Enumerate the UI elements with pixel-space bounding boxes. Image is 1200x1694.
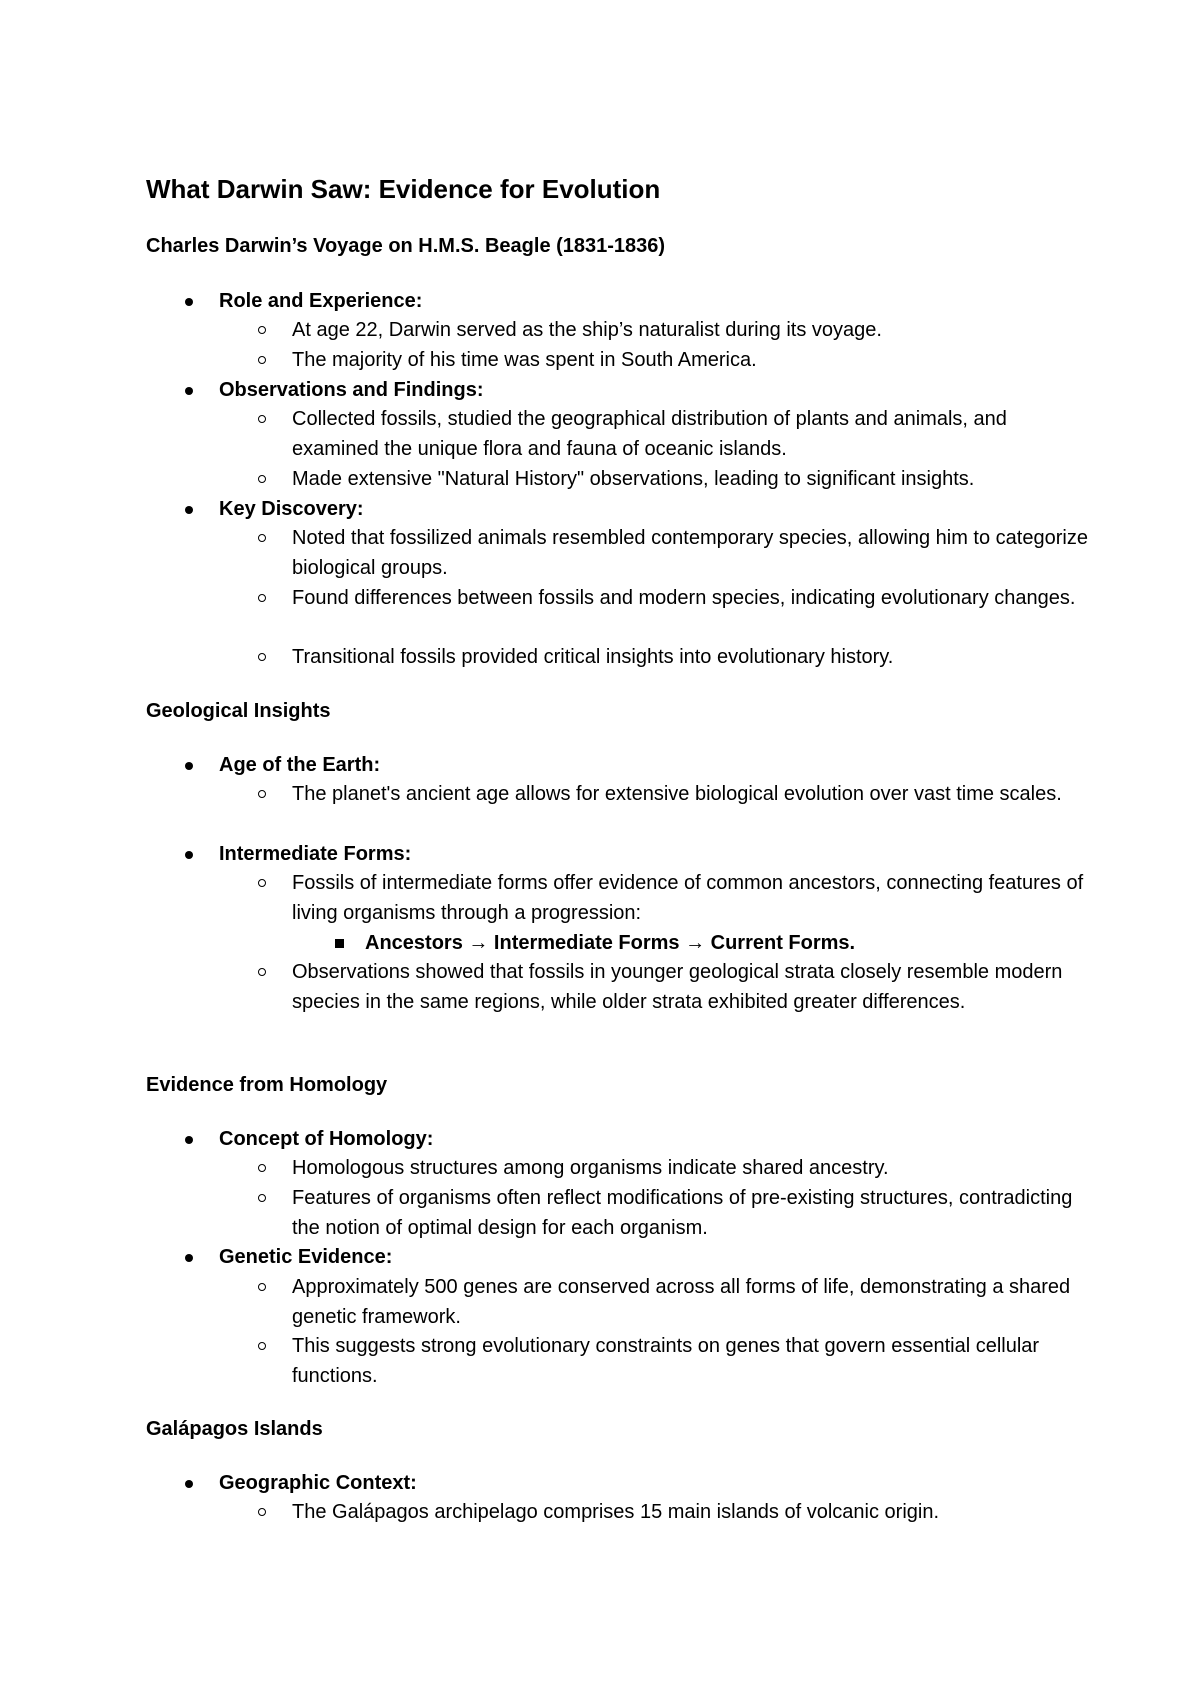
- list-item-heading: Key Discovery:: [219, 495, 364, 523]
- document-title: What Darwin Saw: Evidence for Evolution: [146, 174, 661, 204]
- list-item: The planet's ancient age allows for extensive biological evolution over vast time scales.: [292, 780, 1092, 810]
- list-item: Observations showed that fossils in younger geological strata closely resemble modern species in the same regions, while older strata exhibited greater differences.: [292, 958, 1092, 1017]
- list-item-heading: Age of the Earth:: [219, 751, 380, 779]
- list-item: Found differences between fossils and modern species, indicating evolutionary changes.: [292, 584, 1092, 614]
- section-heading: Galápagos Islands: [146, 1418, 323, 1440]
- list-item-heading: Role and Experience:: [219, 287, 422, 315]
- list-item: Approximately 500 genes are conserved across all forms of life, demonstrating a shared genetic framework.: [292, 1273, 1092, 1332]
- list-item: This suggests strong evolutionary constraints on genes that govern essential cellular functions.: [292, 1332, 1092, 1391]
- list-item: Collected fossils, studied the geographical distribution of plants and animals, and examined the unique flora and fauna of oceanic islands.: [292, 405, 1092, 464]
- list-item: Features of organisms often reflect modifications of pre-existing structures, contradicting the notion of optimal design for each organism.: [292, 1184, 1092, 1243]
- list-item-heading: Geographic Context:: [219, 1469, 417, 1497]
- list-item: Noted that fossilized animals resembled contemporary species, allowing him to categorize biological groups.: [292, 524, 1092, 583]
- list-item-heading: Observations and Findings:: [219, 376, 483, 404]
- list-item-heading: Concept of Homology:: [219, 1125, 433, 1153]
- list-item: Homologous structures among organisms indicate shared ancestry.: [292, 1154, 1092, 1184]
- list-item-heading: Genetic Evidence:: [219, 1243, 392, 1271]
- list-item-heading: Intermediate Forms:: [219, 840, 411, 868]
- list-item: Fossils of intermediate forms offer evidence of common ancestors, connecting features of living organisms through a progression:: [292, 869, 1092, 928]
- list-item: Transitional fossils provided critical insights into evolutionary history.: [292, 643, 1092, 673]
- list-item: At age 22, Darwin served as the ship’s naturalist during its voyage.: [292, 316, 1092, 346]
- list-item: The Galápagos archipelago comprises 15 main islands of volcanic origin.: [292, 1498, 1092, 1528]
- list-item: The majority of his time was spent in South America.: [292, 346, 1092, 376]
- nested-list-item: Ancestors → Intermediate Forms → Current Forms.: [365, 929, 855, 957]
- list-item: Made extensive "Natural History" observations, leading to significant insights.: [292, 465, 1092, 495]
- section-heading: Geological Insights: [146, 700, 331, 722]
- section-heading: Evidence from Homology: [146, 1074, 388, 1096]
- section-heading: Charles Darwin’s Voyage on H.M.S. Beagle (1831-1836): [146, 235, 666, 257]
